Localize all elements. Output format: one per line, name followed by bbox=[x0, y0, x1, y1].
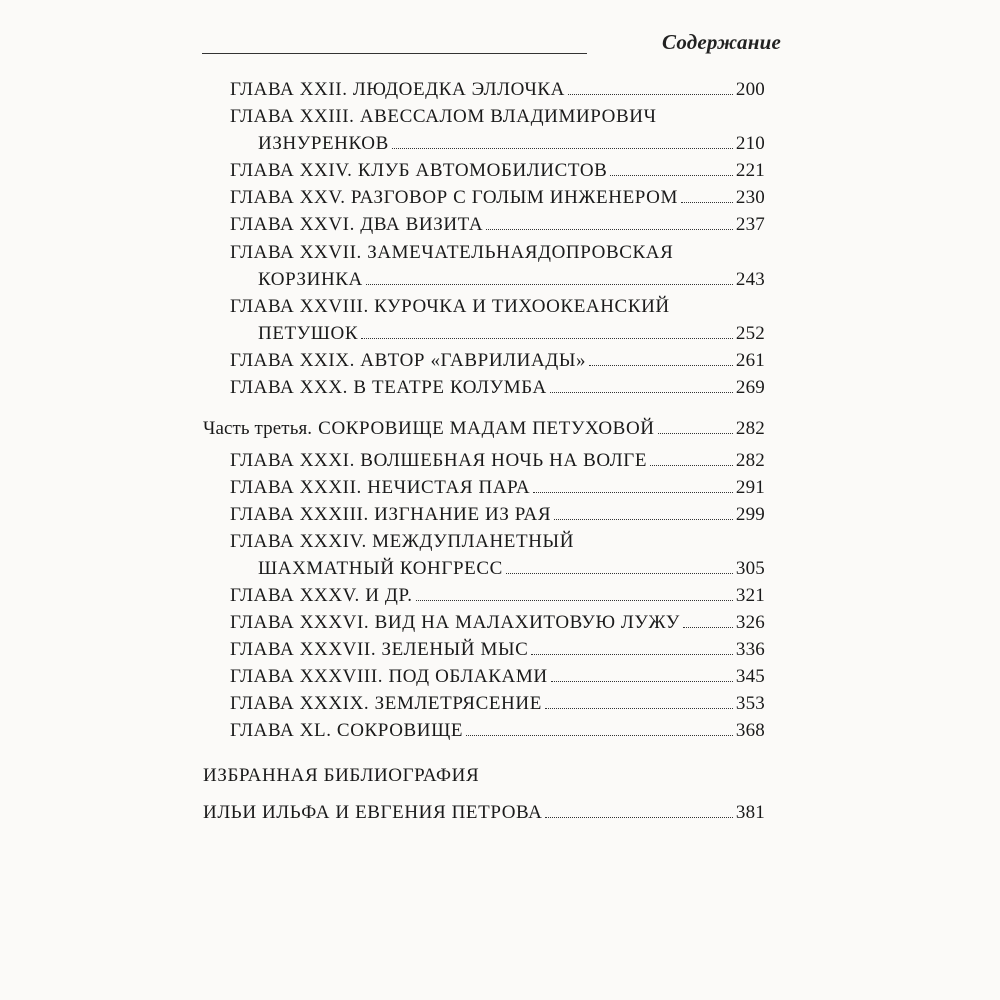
toc-entry-bibliography-cont[interactable] bbox=[203, 796, 765, 824]
toc-entry-ch25[interactable] bbox=[230, 181, 765, 209]
toc-entry-ch26[interactable] bbox=[230, 208, 765, 236]
dot-leader bbox=[392, 148, 733, 149]
toc-entry-title-cont: ИЛЬИ ИЛЬФА И ЕВГЕНИЯ ПЕТРОВА bbox=[203, 802, 543, 823]
toc-entry-page: 282 bbox=[735, 450, 765, 471]
dot-leader bbox=[366, 284, 733, 285]
toc-entry-page: 252 bbox=[735, 323, 765, 344]
toc-entry-ch27-cont[interactable] bbox=[258, 263, 765, 291]
dot-leader bbox=[589, 365, 733, 366]
toc-entry-page: 282 bbox=[735, 418, 765, 439]
toc-entry-title: ГЛАВА XXXV. И ДР. bbox=[230, 585, 413, 606]
dot-leader bbox=[658, 433, 733, 434]
toc-entry-title-cont: ПЕТУШОК bbox=[258, 323, 359, 344]
toc-entry-ch32[interactable] bbox=[230, 471, 765, 499]
toc-entry-title: ГЛАВА XXXIX. ЗЕМЛЕТРЯСЕНИЕ bbox=[230, 693, 542, 714]
toc-entry-title: ГЛАВА XXXI. ВОЛШЕБНАЯ НОЧЬ НА ВОЛГЕ bbox=[230, 450, 648, 471]
part-title: СОКРОВИЩЕ МАДАМ ПЕТУХОВОЙ bbox=[318, 418, 655, 439]
toc-entry-page: 291 bbox=[735, 477, 765, 498]
toc-entry-page: 221 bbox=[735, 160, 765, 181]
toc-entry-page: 230 bbox=[735, 187, 765, 208]
part-label: Часть третья. bbox=[203, 418, 313, 439]
dot-leader bbox=[554, 519, 733, 520]
toc-entry-ch22[interactable] bbox=[230, 73, 765, 101]
toc-entry-ch31[interactable] bbox=[230, 444, 765, 472]
toc-entry-page: 243 bbox=[735, 269, 765, 290]
toc-entry-title: ГЛАВА XXXVIII. ПОД ОБЛАКАМИ bbox=[230, 666, 548, 687]
toc-entry-ch38[interactable] bbox=[230, 660, 765, 688]
toc-entry-ch34[interactable] bbox=[230, 525, 765, 553]
toc-entry-title-cont: ШАХМАТНЫЙ КОНГРЕСС bbox=[258, 558, 503, 579]
toc-entry-page: 269 bbox=[735, 377, 765, 398]
toc-entry-ch30[interactable] bbox=[230, 371, 765, 399]
dot-leader bbox=[551, 681, 733, 682]
dot-leader bbox=[486, 229, 733, 230]
dot-leader bbox=[506, 573, 733, 574]
dot-leader bbox=[568, 94, 733, 95]
toc-entry-title: ГЛАВА XL. СОКРОВИЩЕ bbox=[230, 720, 464, 741]
dot-leader bbox=[683, 627, 733, 628]
toc-entry-title: ГЛАВА XXXII. НЕЧИСТАЯ ПАРА bbox=[230, 477, 531, 498]
toc-entry-page: 368 bbox=[735, 720, 765, 741]
toc-entry-title: ГЛАВА XXXIV. МЕЖДУПЛАНЕТНЫЙ bbox=[230, 531, 575, 552]
toc-entry-page: 305 bbox=[735, 558, 765, 579]
toc-entry-title: ГЛАВА XXXIII. ИЗГНАНИЕ ИЗ РАЯ bbox=[230, 504, 552, 525]
dot-leader bbox=[650, 465, 733, 466]
toc-entry-ch37[interactable] bbox=[230, 633, 765, 661]
toc-entry-ch28[interactable] bbox=[230, 290, 765, 318]
toc-entry-part3[interactable] bbox=[203, 412, 765, 440]
toc-entry-title: ИЗБРАННАЯ БИБЛИОГРАФИЯ bbox=[203, 765, 480, 786]
toc-entry-title: ГЛАВА XXII. ЛЮДОЕДКА ЭЛЛОЧКА bbox=[230, 79, 565, 100]
toc-entry-title: ГЛАВА XXVI. ДВА ВИЗИТА bbox=[230, 214, 484, 235]
toc-entry-title: ГЛАВА XXX. В ТЕАТРЕ КОЛУМБА bbox=[230, 377, 547, 398]
dot-leader bbox=[545, 817, 732, 818]
toc-entry-ch23-cont[interactable] bbox=[258, 127, 765, 155]
toc-entry-title: ГЛАВА XXIX. АВТОР «ГАВРИЛИАДЫ» bbox=[230, 350, 587, 371]
toc-entry-page: 336 bbox=[735, 639, 765, 660]
toc-entry-page: 200 bbox=[735, 79, 765, 100]
toc-entry-ch29[interactable] bbox=[230, 344, 765, 372]
toc-entry-ch35[interactable] bbox=[230, 579, 765, 607]
toc-entry-ch36[interactable] bbox=[230, 606, 765, 634]
dot-leader bbox=[416, 600, 733, 601]
toc-entry-ch23[interactable] bbox=[230, 100, 765, 128]
toc-entry-ch28-cont[interactable] bbox=[258, 317, 765, 345]
dot-leader bbox=[533, 492, 733, 493]
dot-leader bbox=[545, 708, 733, 709]
toc-entry-page: 321 bbox=[735, 585, 765, 606]
toc-entry-title-cont: ИЗНУРЕНКОВ bbox=[258, 133, 389, 154]
toc-entry-title: ГЛАВА XXIII. АВЕССАЛОМ ВЛАДИМИРОВИЧ bbox=[230, 106, 657, 127]
dot-leader bbox=[466, 735, 733, 736]
dot-leader bbox=[531, 654, 732, 655]
toc-entry-ch33[interactable] bbox=[230, 498, 765, 526]
toc-entry-page: 299 bbox=[735, 504, 765, 525]
toc-entry-page: 326 bbox=[735, 612, 765, 633]
toc-entry-title: ГЛАВА XXVIII. КУРОЧКА И ТИХООКЕАНСКИЙ bbox=[230, 296, 670, 317]
dot-leader bbox=[681, 202, 733, 203]
dot-leader bbox=[610, 175, 732, 176]
toc-entry-ch40[interactable] bbox=[230, 714, 765, 742]
running-head: Содержание bbox=[662, 30, 781, 54]
toc-entry-ch39[interactable] bbox=[230, 687, 765, 715]
toc-entry-title-cont: КОРЗИНКА bbox=[258, 269, 363, 290]
toc-entry-page: 237 bbox=[735, 214, 765, 235]
toc-entry-page: 210 bbox=[735, 133, 765, 154]
toc-entry-page: 381 bbox=[735, 802, 765, 823]
dot-leader bbox=[550, 392, 733, 393]
toc-entry-title: ГЛАВА XXV. РАЗГОВОР С ГОЛЫМ ИНЖЕНЕРОМ bbox=[230, 187, 678, 208]
toc-entry-title: ГЛАВА XXIV. КЛУБ АВТОМОБИЛИСТОВ bbox=[230, 160, 608, 181]
toc-entry-page: 345 bbox=[735, 666, 765, 687]
toc-entry-title: ГЛАВА XXVII. ЗАМЕЧАТЕЛЬНАЯДОПРОВСКАЯ bbox=[230, 242, 674, 263]
running-head-rule bbox=[202, 53, 587, 54]
dot-leader bbox=[361, 338, 733, 339]
toc-entry-ch27[interactable] bbox=[230, 236, 765, 264]
toc-entry-page: 353 bbox=[735, 693, 765, 714]
toc-entry-ch24[interactable] bbox=[230, 154, 765, 182]
toc-entry-ch34-cont[interactable] bbox=[258, 552, 765, 580]
toc-entry-bibliography[interactable] bbox=[203, 759, 765, 787]
toc-entry-title: ГЛАВА XXXVII. ЗЕЛЕНЫЙ МЫС bbox=[230, 639, 529, 660]
toc-entry-title: ГЛАВА XXXVI. ВИД НА МАЛАХИТОВУЮ ЛУЖУ bbox=[230, 612, 680, 633]
toc-entry-page: 261 bbox=[735, 350, 765, 371]
